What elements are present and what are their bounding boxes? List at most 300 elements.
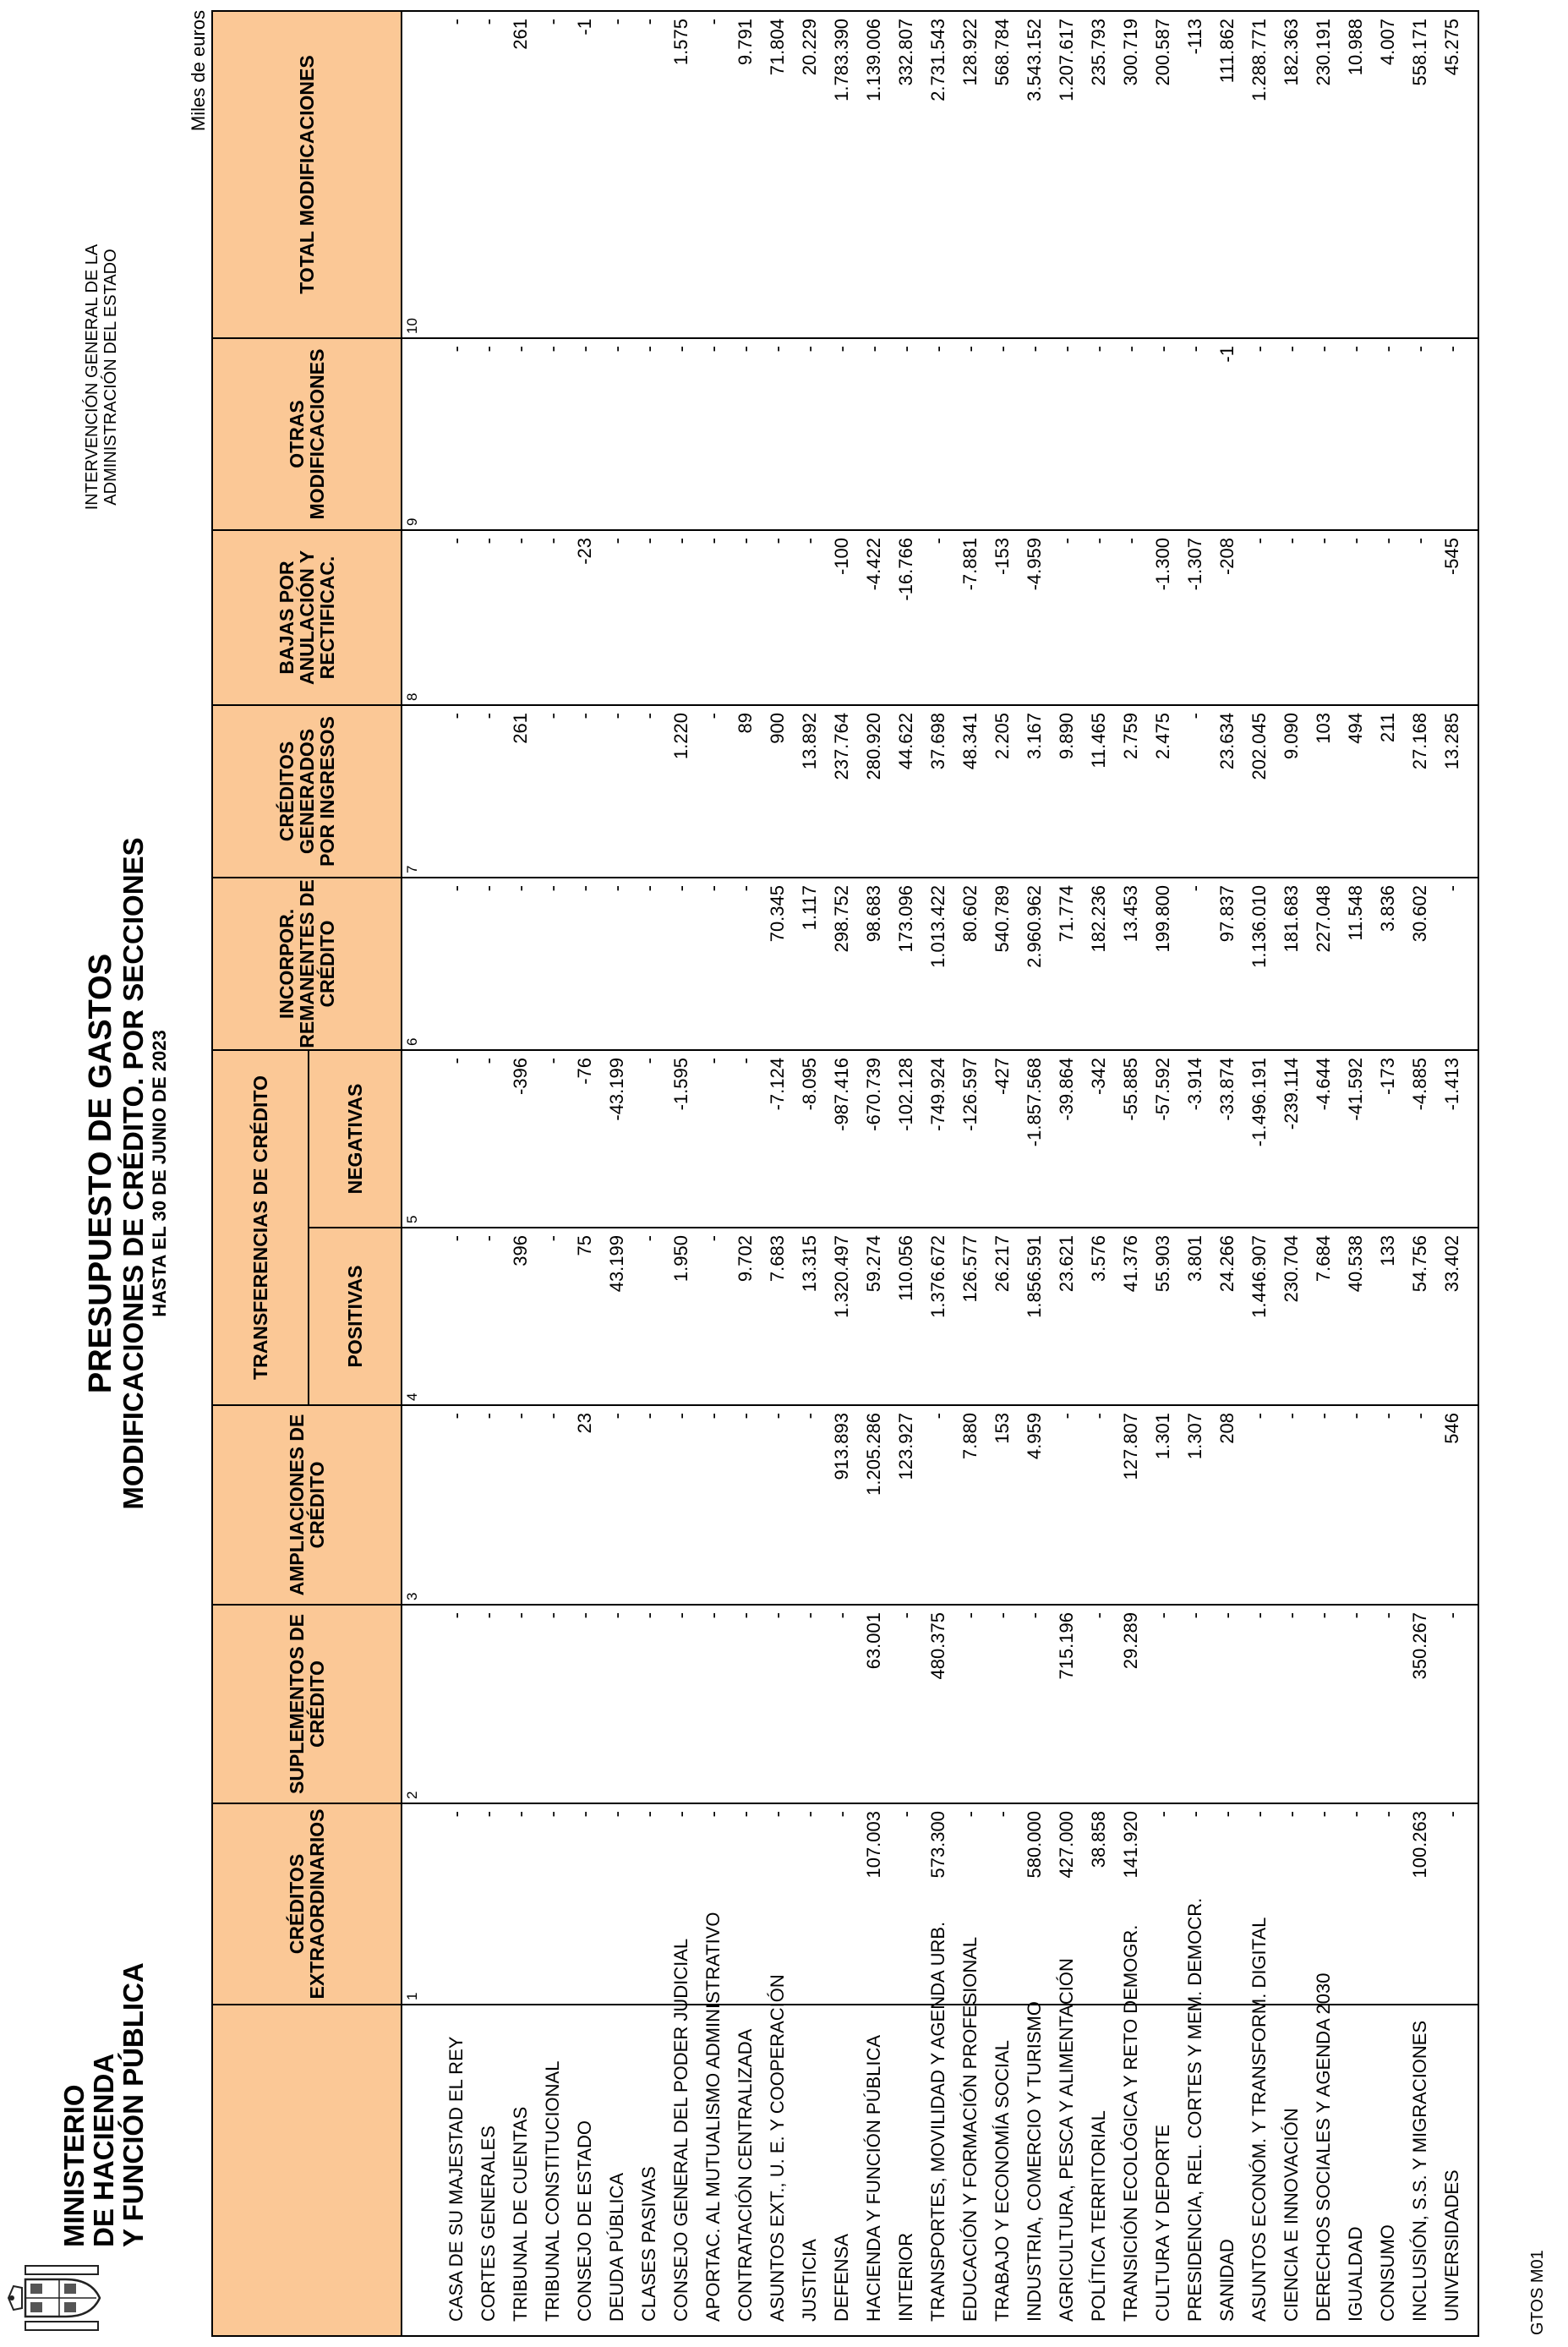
section-name: AGRICULTURA, PESCA Y ALIMENTACIÓN xyxy=(1056,1958,1077,2322)
table-cell: 63.001 xyxy=(863,1612,884,1670)
table-cell: - xyxy=(638,1413,659,1420)
section-name: TRIBUNAL CONSTITUCIONAL xyxy=(542,2060,563,2322)
table-cell: - xyxy=(1024,346,1045,353)
table-cell: 1.307 xyxy=(1184,1413,1205,1460)
table-cell: -4.422 xyxy=(863,538,884,591)
table-cell: - xyxy=(895,1612,916,1619)
table-cell: - xyxy=(831,1811,852,1818)
modifications-table xyxy=(211,10,1479,2337)
table-cell: 9.090 xyxy=(1281,713,1302,760)
table-cell: - xyxy=(638,1811,659,1818)
table-cell: - xyxy=(1056,1413,1077,1420)
table-cell: 11.548 xyxy=(1345,885,1366,941)
table-cell: -396 xyxy=(510,1058,531,1096)
table-cell: -8.095 xyxy=(799,1058,820,1111)
table-cell: - xyxy=(702,713,724,719)
table-cell: -4.959 xyxy=(1024,538,1045,591)
table-cell: 38.858 xyxy=(1088,1811,1109,1868)
table-cell: - xyxy=(799,538,820,544)
table-cell: - xyxy=(1152,346,1173,353)
table-cell: 97.837 xyxy=(1216,885,1237,943)
column-number: 4 xyxy=(404,1392,420,1401)
section-name: PRESIDENCIA, REL. CORTES Y MEM. DEMOCR. xyxy=(1184,1897,1205,2322)
column-number: 9 xyxy=(404,517,420,526)
footer-code: GTOS M01 xyxy=(1528,2250,1547,2335)
table-cell: 7.880 xyxy=(959,1413,981,1460)
column-number: 7 xyxy=(404,865,420,873)
table-cell: 2.475 xyxy=(1152,713,1173,760)
header-otras: OTRAS MODIFICACIONES xyxy=(213,339,401,531)
table-cell: -670.739 xyxy=(863,1058,884,1131)
table-header xyxy=(213,12,402,2335)
section-name: TRANSICIÓN ECOLÓGICA Y RETO DEMOGR. xyxy=(1120,1924,1141,2322)
table-cell: - xyxy=(831,346,852,353)
column-number: 8 xyxy=(404,692,420,701)
table-cell: 13.285 xyxy=(1441,713,1462,770)
table-cell: -1.857.568 xyxy=(1024,1058,1045,1147)
table-cell: - xyxy=(478,538,499,544)
table-cell: - xyxy=(510,538,531,544)
table-cell: 1.446.907 xyxy=(1248,1235,1270,1318)
table-cell: - xyxy=(1216,1612,1237,1619)
table-cell: - xyxy=(1409,1413,1430,1420)
column-number: 10 xyxy=(404,318,420,334)
table-cell: - xyxy=(735,1612,756,1619)
table-cell: 54.756 xyxy=(1409,1235,1430,1293)
table-cell: - xyxy=(670,346,691,353)
table-cell: 230.191 xyxy=(1313,19,1334,86)
table-cell: - xyxy=(1281,1612,1302,1619)
table-cell: 2.960.962 xyxy=(1024,885,1045,968)
table-cell: - xyxy=(1184,1612,1205,1619)
table-cell: - xyxy=(638,1612,659,1619)
table-cell: -239.114 xyxy=(1281,1058,1302,1130)
table-cell: - xyxy=(606,538,627,544)
table-cell: - xyxy=(992,1811,1013,1818)
table-cell: 27.168 xyxy=(1409,713,1430,770)
table-cell: - xyxy=(1441,1612,1462,1619)
table-cell: 580.000 xyxy=(1024,1811,1045,1879)
table-cell: - xyxy=(767,1612,788,1619)
table-cell: 10.988 xyxy=(1345,19,1366,76)
table-cell: 1.376.672 xyxy=(927,1235,948,1318)
table-cell: 133 xyxy=(1377,1235,1398,1267)
table-cell: -1.595 xyxy=(670,1058,691,1111)
table-cell: - xyxy=(542,713,563,719)
table-cell: 4.007 xyxy=(1377,19,1398,66)
table-cell: 427.000 xyxy=(1056,1811,1077,1879)
table-cell: 715.196 xyxy=(1056,1612,1077,1680)
table-cell: 1.575 xyxy=(670,19,691,66)
table-cell: - xyxy=(1377,346,1398,353)
section-name: INCLUSIÓN, S.S. Y MIGRACIONES xyxy=(1409,2020,1430,2322)
table-cell: 141.920 xyxy=(1120,1811,1141,1879)
table-cell: 107.003 xyxy=(863,1811,884,1879)
table-cell: - xyxy=(445,885,467,892)
table-cell: - xyxy=(574,1612,595,1619)
table-cell: 1.220 xyxy=(670,713,691,760)
table-cell: - xyxy=(767,538,788,544)
table-cell: - xyxy=(927,538,948,544)
table-cell: 199.800 xyxy=(1152,885,1173,953)
table-cell: - xyxy=(542,1612,563,1619)
table-cell: - xyxy=(1377,538,1398,544)
table-cell: -76 xyxy=(574,1058,595,1085)
column-number: 5 xyxy=(404,1215,420,1223)
table-cell: 126.577 xyxy=(959,1235,981,1303)
table-cell: -43.199 xyxy=(606,1058,627,1121)
table-cell: 24.266 xyxy=(1216,1235,1237,1293)
table-cell: 3.801 xyxy=(1184,1235,1205,1283)
table-cell: - xyxy=(1056,346,1077,353)
table-cell: - xyxy=(606,1811,627,1818)
header-extraordinarios: CRÉDITOS EXTRAORDINARIOS xyxy=(213,1804,401,2005)
table-cell: - xyxy=(606,713,627,719)
header-section xyxy=(213,2005,401,2335)
section-name: UNIVERSIDADES xyxy=(1441,2169,1462,2322)
table-cell: - xyxy=(1248,1612,1270,1619)
table-cell: - xyxy=(959,1612,981,1619)
table-cell: - xyxy=(1313,1811,1334,1818)
table-cell: - xyxy=(1184,713,1205,719)
table-cell: - xyxy=(1345,1413,1366,1420)
section-name: POLÍTICA TERRITORIAL xyxy=(1088,2110,1109,2322)
table-cell: - xyxy=(735,1811,756,1818)
table-cell: - xyxy=(445,1058,467,1064)
section-name: CIENCIA E INNOVACIÓN xyxy=(1281,2108,1302,2322)
table-cell: 573.300 xyxy=(927,1811,948,1879)
table-cell: - xyxy=(542,885,563,892)
table-cell: -749.924 xyxy=(927,1058,948,1131)
column-number: 3 xyxy=(404,1592,420,1600)
table-cell: - xyxy=(1281,1413,1302,1420)
table-cell: - xyxy=(799,346,820,353)
table-cell: - xyxy=(1345,538,1366,544)
table-cell: - xyxy=(1184,1811,1205,1818)
table-cell: 1.136.010 xyxy=(1248,885,1270,968)
table-cell: - xyxy=(606,1413,627,1420)
header-transferencias: TRANSFERENCIAS DE CRÉDITO xyxy=(213,1051,308,1406)
table-cell: 558.171 xyxy=(1409,19,1430,86)
table-cell: - xyxy=(478,1811,499,1818)
table-cell: - xyxy=(1345,1612,1366,1619)
table-cell: - xyxy=(702,885,724,892)
table-cell: 43.199 xyxy=(606,1235,627,1293)
table-cell: 300.719 xyxy=(1120,19,1141,86)
section-name: TRIBUNAL DE CUENTAS xyxy=(510,2106,531,2322)
table-cell: -41.592 xyxy=(1345,1058,1366,1121)
table-cell: - xyxy=(574,885,595,892)
table-cell: 1.856.591 xyxy=(1024,1235,1045,1318)
table-cell: 913.893 xyxy=(831,1413,852,1480)
table-cell: 41.376 xyxy=(1120,1235,1141,1293)
table-body xyxy=(401,12,1479,2335)
table-cell: 29.289 xyxy=(1120,1612,1141,1670)
table-cell: -113 xyxy=(1184,19,1205,55)
table-cell: 13.315 xyxy=(799,1235,820,1293)
table-cell: - xyxy=(510,1811,531,1818)
table-cell: - xyxy=(542,346,563,353)
table-cell: -153 xyxy=(992,538,1013,576)
table-cell: 227.048 xyxy=(1313,885,1334,953)
table-cell: - xyxy=(927,1413,948,1420)
table-cell: 494 xyxy=(1345,713,1366,744)
table-cell: - xyxy=(606,1612,627,1619)
table-cell: - xyxy=(478,1058,499,1064)
table-cell: - xyxy=(638,885,659,892)
section-name: EDUCACIÓN Y FORMACIÓN PROFESIONAL xyxy=(959,1936,981,2322)
table-cell: - xyxy=(606,885,627,892)
table-cell: - xyxy=(1313,346,1334,353)
table-cell: - xyxy=(702,1612,724,1619)
table-cell: - xyxy=(478,346,499,353)
table-cell: - xyxy=(735,1413,756,1420)
table-cell: -55.885 xyxy=(1120,1058,1141,1121)
table-cell: 111.862 xyxy=(1216,19,1237,84)
table-cell: - xyxy=(1281,538,1302,544)
table-cell: - xyxy=(510,885,531,892)
table-cell: 80.602 xyxy=(959,885,981,943)
table-cell: 3.576 xyxy=(1088,1235,1109,1283)
table-cell: 298.752 xyxy=(831,885,852,953)
table-cell: 153 xyxy=(992,1413,1013,1444)
table-cell: - xyxy=(478,1413,499,1420)
table-cell: - xyxy=(1281,346,1302,353)
table-cell: 1.320.497 xyxy=(831,1235,852,1318)
table-cell: - xyxy=(445,713,467,719)
table-cell: 20.229 xyxy=(799,19,820,76)
table-cell: - xyxy=(895,346,916,353)
table-cell: - xyxy=(1088,1413,1109,1420)
table-cell: 2.731.543 xyxy=(927,19,948,101)
table-cell: - xyxy=(670,1413,691,1420)
section-name: ASUNTOS ECONÓM. Y TRANSFORM. DIGITAL xyxy=(1248,1917,1270,2322)
table-cell: - xyxy=(638,346,659,353)
table-cell: - xyxy=(1216,1811,1237,1818)
table-cell: - xyxy=(702,19,724,25)
table-cell: -342 xyxy=(1088,1058,1109,1096)
table-cell: - xyxy=(1377,1413,1398,1420)
table-cell: - xyxy=(638,1235,659,1242)
table-cell: - xyxy=(1088,346,1109,353)
table-cell: 128.922 xyxy=(959,19,981,86)
table-cell: - xyxy=(670,885,691,892)
table-cell: - xyxy=(1441,346,1462,353)
table-cell: - xyxy=(863,346,884,353)
table-cell: - xyxy=(702,538,724,544)
section-name: CONSEJO GENERAL DEL PODER JUDICIAL xyxy=(670,1938,691,2322)
table-cell: 3.836 xyxy=(1377,885,1398,933)
table-cell: - xyxy=(542,1235,563,1242)
table-cell: - xyxy=(445,19,467,25)
table-cell: - xyxy=(767,1413,788,1420)
table-cell: - xyxy=(992,346,1013,353)
table-cell: 350.267 xyxy=(1409,1612,1430,1680)
section-name: TRABAJO Y ECONOMÍA SOCIAL xyxy=(992,2040,1013,2322)
table-cell: -16.766 xyxy=(895,538,916,601)
table-cell: 396 xyxy=(510,1235,531,1267)
table-cell: -39.864 xyxy=(1056,1058,1077,1121)
table-cell: - xyxy=(478,1612,499,1619)
header-positivas: POSITIVAS xyxy=(308,1228,401,1406)
table-row xyxy=(1432,12,1472,2335)
section-name: IGUALDAD xyxy=(1345,2226,1366,2322)
table-cell: - xyxy=(574,713,595,719)
table-cell: -1.307 xyxy=(1184,538,1205,591)
table-cell: 123.927 xyxy=(895,1413,916,1480)
table-cell: 173.096 xyxy=(895,885,916,953)
table-cell: -427 xyxy=(992,1058,1013,1096)
table-cell: - xyxy=(1152,1612,1173,1619)
table-cell: - xyxy=(1377,1811,1398,1818)
table-cell: 1.288.771 xyxy=(1248,19,1270,101)
table-cell: 23.621 xyxy=(1056,1235,1077,1293)
section-name: SANIDAD xyxy=(1216,2239,1237,2322)
date-line: HASTA EL 30 DE JUNIO DE 2023 xyxy=(149,1030,170,1317)
table-cell: - xyxy=(638,19,659,25)
header-total: TOTAL MODIFICACIONES xyxy=(213,12,401,339)
table-cell: - xyxy=(1120,346,1141,353)
table-cell: - xyxy=(1313,1612,1334,1619)
table-cell: - xyxy=(478,713,499,719)
table-cell: - xyxy=(831,1612,852,1619)
table-cell: 23.634 xyxy=(1216,713,1237,770)
table-cell: - xyxy=(767,1811,788,1818)
table-cell: - xyxy=(638,713,659,719)
table-cell: - xyxy=(1184,346,1205,353)
table-cell: 202.045 xyxy=(1248,713,1270,780)
table-cell: - xyxy=(1441,885,1462,892)
table-cell: - xyxy=(1441,1811,1462,1818)
table-cell: 280.920 xyxy=(863,713,884,780)
table-cell: - xyxy=(1088,1612,1109,1619)
table-cell: 1.301 xyxy=(1152,1413,1173,1460)
table-cell: 568.784 xyxy=(992,19,1013,86)
table-cell: 71.774 xyxy=(1056,885,1077,943)
table-cell: -7.124 xyxy=(767,1058,788,1111)
header-bajas: BAJAS POR ANULACIÓN Y RECTIFICAC. xyxy=(213,531,401,706)
table-cell: - xyxy=(574,1811,595,1818)
section-name: CULTURA Y DEPORTE xyxy=(1152,2124,1173,2322)
header-suplementos: SUPLEMENTOS DE CRÉDITO xyxy=(213,1606,401,1804)
section-name: ASUNTOS EXT., U. E. Y COOPERACIÓN xyxy=(767,1974,788,2322)
table-cell: 7.684 xyxy=(1313,1235,1334,1283)
table-cell: - xyxy=(735,346,756,353)
section-name: CONSEJO DE ESTADO xyxy=(574,2120,595,2322)
table-cell: - xyxy=(606,19,627,25)
table-cell: - xyxy=(1248,1811,1270,1818)
table-cell: 89 xyxy=(735,713,756,734)
section-name: CONSUMO xyxy=(1377,2224,1398,2322)
table-cell: - xyxy=(638,1058,659,1064)
table-cell: - xyxy=(1345,1811,1366,1818)
table-cell: 1.950 xyxy=(670,1235,691,1283)
table-cell: - xyxy=(1248,538,1270,544)
table-cell: 480.375 xyxy=(927,1612,948,1680)
table-cell: - xyxy=(445,1235,467,1242)
section-name: TRANSPORTES, MOVILIDAD Y AGENDA URB. xyxy=(927,1921,948,2322)
table-cell: 9.791 xyxy=(735,19,756,66)
table-cell: - xyxy=(959,346,981,353)
table-cell: - xyxy=(1248,1413,1270,1420)
table-cell: -173 xyxy=(1377,1058,1398,1096)
table-cell: 900 xyxy=(767,713,788,744)
table-cell: - xyxy=(1281,1811,1302,1818)
table-cell: 200.587 xyxy=(1152,19,1173,86)
table-cell: - xyxy=(1184,885,1205,892)
table-cell: - xyxy=(959,1811,981,1818)
table-cell: - xyxy=(1313,538,1334,544)
table-cell: - xyxy=(702,346,724,353)
table-cell: -100 xyxy=(831,538,852,576)
table-cell: - xyxy=(445,1612,467,1619)
units-label: Miles de euros xyxy=(188,10,209,132)
table-cell: - xyxy=(670,538,691,544)
table-cell: -545 xyxy=(1441,538,1462,576)
table-cell: - xyxy=(445,346,467,353)
table-cell: - xyxy=(1152,1811,1173,1818)
table-cell: -7.881 xyxy=(959,538,981,591)
header-generados: CRÉDITOS GENERADOS POR INGRESOS xyxy=(213,706,401,878)
header-incorporacion: INCORPOR. REMANENTES DE CRÉDITO xyxy=(213,878,401,1051)
table-cell: 100.263 xyxy=(1409,1811,1430,1879)
table-cell: - xyxy=(1377,1612,1398,1619)
table-cell: 3.543.152 xyxy=(1024,19,1045,101)
table-cell: - xyxy=(606,346,627,353)
table-cell: - xyxy=(702,1058,724,1064)
table-cell: 59.274 xyxy=(863,1235,884,1293)
table-cell: 1.013.422 xyxy=(927,885,948,968)
table-cell: - xyxy=(542,1058,563,1064)
table-cell: 11.465 xyxy=(1088,713,1109,769)
table-cell: - xyxy=(1409,346,1430,353)
table-cell: - xyxy=(542,19,563,25)
table-cell: 110.056 xyxy=(895,1235,916,1301)
table-cell: 237.764 xyxy=(831,713,852,780)
section-name: CASA DE SU MAJESTAD EL REY xyxy=(445,2036,467,2322)
table-cell: - xyxy=(799,1612,820,1619)
table-cell: - xyxy=(1056,538,1077,544)
table-cell: 7.683 xyxy=(767,1235,788,1283)
table-cell: - xyxy=(702,1811,724,1818)
table-cell: - xyxy=(895,1811,916,1818)
table-cell: 261 xyxy=(510,19,531,50)
table-cell: - xyxy=(1313,1413,1334,1420)
table-cell: 70.345 xyxy=(767,885,788,943)
table-cell: -4.885 xyxy=(1409,1058,1430,1111)
table-cell: - xyxy=(702,1235,724,1242)
table-cell: - xyxy=(799,1811,820,1818)
section-name: CLASES PASIVAS xyxy=(638,2166,659,2322)
table-cell: -33.874 xyxy=(1216,1058,1237,1121)
table-cell: - xyxy=(735,1058,756,1064)
table-cell: - xyxy=(542,1811,563,1818)
table-cell: - xyxy=(670,1612,691,1619)
table-cell: - xyxy=(1120,538,1141,544)
table-cell: -1.496.191 xyxy=(1248,1058,1270,1147)
table-cell: -1.300 xyxy=(1152,538,1173,591)
section-name: INDUSTRIA, COMERCIO Y TURISMO xyxy=(1024,2001,1045,2322)
table-cell: -1 xyxy=(574,19,595,36)
page-subtitle: MODIFICACIONES DE CRÉDITO. POR SECCIONES xyxy=(117,837,149,1510)
table-cell: - xyxy=(1024,1612,1045,1619)
section-name: APORTAC. AL MUTUALISMO ADMINISTRATIVO xyxy=(702,1912,724,2322)
table-cell: - xyxy=(510,1413,531,1420)
table-cell: 13.892 xyxy=(799,713,820,770)
table-cell: 48.341 xyxy=(959,713,981,770)
table-cell: 540.789 xyxy=(992,885,1013,953)
table-cell: - xyxy=(510,346,531,353)
